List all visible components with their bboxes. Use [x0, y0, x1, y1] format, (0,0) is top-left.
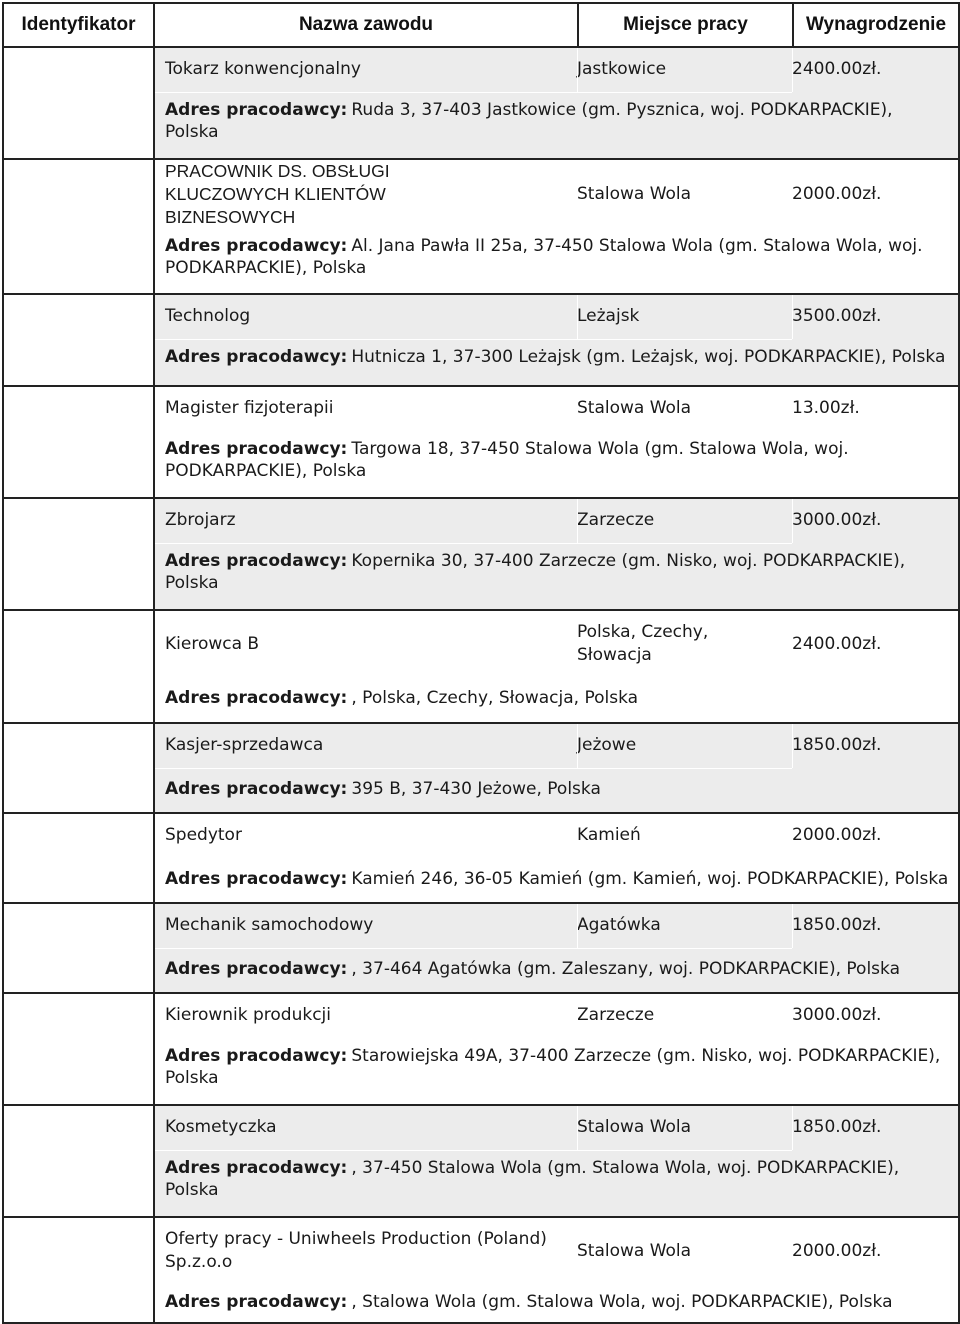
job-line	[165, 305, 958, 328]
id-cell	[3, 159, 154, 294]
row-divider	[155, 431, 792, 432]
job-entry-cell	[154, 159, 959, 294]
job-record	[155, 994, 958, 1102]
id-cell	[3, 1105, 154, 1217]
employer-address	[165, 1045, 950, 1089]
job-line	[165, 58, 958, 81]
salary: 13.00zł.	[792, 398, 860, 418]
job-title: Technolog	[165, 306, 251, 326]
job-title: PRACOWNIK DS. OBSŁUGI KLUCZOWYCH KLIENTÓW BIZNESOWYCH	[165, 160, 390, 227]
column-divider	[577, 994, 578, 1038]
job-entry-cell	[154, 1105, 959, 1217]
address-label: Adres pracodawcy:	[165, 100, 348, 120]
job-row	[3, 610, 959, 723]
column-divider	[577, 1218, 578, 1284]
address-label: Adres pracodawcy:	[165, 779, 348, 799]
header-salary: Wynagrodzenie	[793, 3, 959, 47]
job-row	[3, 294, 959, 386]
employer-address	[165, 1157, 950, 1201]
column-divider	[577, 904, 578, 948]
workplace: Polska, Czechy, Słowacja	[577, 622, 709, 665]
workplace: Stalowa Wola	[577, 1240, 692, 1261]
job-title: Oferty pracy - Uniwheels Production (Poland) Sp.z.o.o	[165, 1229, 547, 1272]
job-row	[3, 993, 959, 1105]
header-job-name: Nazwa zawodu	[154, 3, 578, 47]
address-value: Targowa 18, 37-450 Stalowa Wola (gm. Stalowa Wola, woj. PODKARPACKIE), Polska	[165, 439, 849, 481]
address-value: , 37-450 Stalowa Wola (gm. Stalowa Wola, woj. PODKARPACKIE), Polska	[165, 1158, 900, 1200]
job-record	[155, 48, 958, 156]
job-line	[165, 914, 958, 937]
employer-address	[165, 868, 950, 890]
job-record	[155, 724, 958, 810]
job-entry-cell	[154, 993, 959, 1105]
address-value: Kopernika 30, 37-400 Zarzecze (gm. Nisko, woj. PODKARPACKIE), Polska	[165, 551, 906, 593]
employer-address	[165, 778, 950, 800]
id-cell	[3, 47, 154, 159]
address-label: Adres pracodawcy:	[165, 439, 348, 459]
address-label: Adres pracodawcy:	[165, 959, 348, 979]
column-divider	[792, 160, 793, 228]
id-cell	[3, 723, 154, 813]
address-value: Starowiejska 49A, 37-400 Zarzecze (gm. Nisko, woj. PODKARPACKIE), Polska	[165, 1046, 941, 1088]
column-divider	[577, 499, 578, 543]
column-divider	[577, 814, 578, 858]
address-value: 395 B, 37-430 Jeżowe, Polska	[351, 779, 601, 799]
address-label: Adres pracodawcy:	[165, 1292, 348, 1312]
employer-address	[165, 958, 950, 980]
column-divider	[792, 724, 793, 768]
row-divider	[155, 677, 792, 678]
column-divider	[577, 48, 578, 92]
workplace: Jeżowe	[577, 735, 637, 755]
job-row	[3, 903, 959, 993]
address-label: Adres pracodawcy:	[165, 688, 348, 708]
id-cell	[3, 610, 154, 723]
column-divider	[577, 1106, 578, 1150]
column-divider	[792, 904, 793, 948]
column-divider	[577, 295, 578, 339]
job-line	[165, 397, 958, 420]
employer-address	[165, 438, 950, 482]
job-record	[155, 814, 958, 900]
employer-address	[165, 346, 950, 368]
employer-address	[165, 1291, 950, 1313]
job-row	[3, 159, 959, 294]
address-label: Adres pracodawcy:	[165, 236, 348, 256]
job-entry-cell	[154, 903, 959, 993]
address-label: Adres pracodawcy:	[165, 551, 348, 571]
job-line	[165, 160, 958, 227]
column-divider	[577, 387, 578, 431]
salary: 1850.00zł.	[792, 915, 882, 935]
job-record	[155, 387, 958, 495]
salary: 2000.00zł.	[792, 183, 882, 204]
column-divider	[792, 994, 793, 1038]
job-row	[3, 1217, 959, 1323]
employer-address	[165, 235, 950, 279]
address-value: Hutnicza 1, 37-300 Leżajsk (gm. Leżajsk, woj. PODKARPACKIE), Polska	[351, 347, 946, 367]
row-divider	[155, 1284, 792, 1285]
workplace: Zarzecze	[577, 510, 655, 530]
job-title: Tokarz konwencjonalny	[165, 59, 361, 79]
workplace: Leżajsk	[577, 306, 640, 326]
address-label: Adres pracodawcy:	[165, 1046, 348, 1066]
address-value: Al. Jana Pawła II 25a, 37-450 Stalowa Wola (gm. Stalowa Wola, woj. PODKARPACKIE), Polska	[165, 236, 923, 278]
job-line	[165, 1116, 958, 1139]
address-value: , 37-464 Agatówka (gm. Zaleszany, woj. PODKARPACKIE), Polska	[351, 959, 900, 979]
workplace: Jastkowice	[577, 59, 667, 79]
row-divider	[155, 768, 792, 769]
workplace: Zarzecze	[577, 1005, 655, 1025]
job-title: Kosmetyczka	[165, 1117, 277, 1137]
job-record	[155, 904, 958, 990]
job-record	[155, 499, 958, 607]
job-line	[165, 824, 958, 847]
row-divider	[155, 543, 792, 544]
job-entry-cell	[154, 498, 959, 610]
employer-address	[165, 99, 950, 143]
id-cell	[3, 903, 154, 993]
id-cell	[3, 386, 154, 498]
employer-address	[165, 550, 950, 594]
job-row	[3, 386, 959, 498]
salary: 2000.00zł.	[792, 1240, 882, 1261]
column-divider	[792, 1106, 793, 1150]
row-divider	[155, 1038, 792, 1039]
column-divider	[577, 160, 578, 228]
job-record	[155, 1106, 958, 1214]
job-entry-cell	[154, 47, 959, 159]
row-divider	[155, 228, 792, 229]
column-divider	[792, 1218, 793, 1284]
job-entry-cell	[154, 813, 959, 903]
id-cell	[3, 294, 154, 386]
row-divider	[155, 858, 792, 859]
address-label: Adres pracodawcy:	[165, 869, 348, 889]
column-divider	[792, 48, 793, 92]
job-title: Kierownik produkcji	[165, 1005, 332, 1025]
header-workplace: Miejsce pracy	[578, 3, 793, 47]
job-record	[155, 1218, 958, 1320]
salary: 2400.00zł.	[792, 59, 882, 79]
job-title: Mechanik samochodowy	[165, 915, 374, 935]
id-cell	[3, 993, 154, 1105]
job-title: Kasjer-sprzedawca	[165, 735, 324, 755]
job-record	[155, 160, 958, 291]
job-title: Magister fizjoterapii	[165, 398, 334, 418]
id-cell	[3, 498, 154, 610]
salary: 1850.00zł.	[792, 1117, 882, 1137]
row-divider	[155, 92, 792, 93]
salary: 2400.00zł.	[792, 633, 882, 654]
job-line	[165, 1004, 958, 1027]
workplace: Stalowa Wola	[577, 398, 692, 418]
job-line	[165, 1228, 958, 1274]
column-divider	[792, 499, 793, 543]
job-line	[165, 509, 958, 532]
id-cell	[3, 1217, 154, 1323]
salary: 2000.00zł.	[792, 825, 882, 845]
address-label: Adres pracodawcy:	[165, 347, 348, 367]
workplace: Stalowa Wola	[577, 183, 692, 204]
job-offers-table	[2, 2, 960, 1324]
column-divider	[792, 387, 793, 431]
column-divider	[792, 611, 793, 677]
job-record	[155, 611, 958, 720]
salary: 3500.00zł.	[792, 306, 882, 326]
table-header-row	[3, 3, 959, 47]
row-divider	[155, 948, 792, 949]
column-divider	[792, 295, 793, 339]
salary: 1850.00zł.	[792, 735, 882, 755]
job-entry-cell	[154, 723, 959, 813]
salary: 3000.00zł.	[792, 1005, 882, 1025]
job-entry-cell	[154, 1217, 959, 1323]
address-label: Adres pracodawcy:	[165, 1158, 348, 1178]
row-divider	[155, 339, 792, 340]
workplace: Stalowa Wola	[577, 1117, 692, 1137]
id-cell	[3, 813, 154, 903]
header-id: Identyfikator	[3, 3, 154, 47]
job-title: Kierowca B	[165, 633, 260, 654]
workplace: Kamień	[577, 825, 641, 845]
job-row	[3, 813, 959, 903]
workplace: Agatówka	[577, 915, 661, 935]
employer-address	[165, 687, 950, 709]
job-row	[3, 498, 959, 610]
job-row	[3, 1105, 959, 1217]
column-divider	[792, 814, 793, 858]
salary: 3000.00zł.	[792, 510, 882, 530]
job-entry-cell	[154, 294, 959, 386]
address-value: , Stalowa Wola (gm. Stalowa Wola, woj. PODKARPACKIE), Polska	[351, 1292, 893, 1312]
column-divider	[577, 611, 578, 677]
address-value: Ruda 3, 37-403 Jastkowice (gm. Pysznica, woj. PODKARPACKIE), Polska	[165, 100, 893, 142]
row-divider	[155, 1150, 792, 1151]
job-row	[3, 723, 959, 813]
job-entry-cell	[154, 610, 959, 723]
job-title: Zbrojarz	[165, 510, 236, 530]
job-record	[155, 295, 958, 383]
job-title: Spedytor	[165, 825, 242, 845]
job-line	[165, 621, 958, 667]
job-line	[165, 734, 958, 757]
column-divider	[577, 724, 578, 768]
address-value: Kamień 246, 36-05 Kamień (gm. Kamień, woj. PODKARPACKIE), Polska	[351, 869, 949, 889]
job-entry-cell	[154, 386, 959, 498]
address-value: , Polska, Czechy, Słowacja, Polska	[351, 688, 639, 708]
job-row	[3, 47, 959, 159]
